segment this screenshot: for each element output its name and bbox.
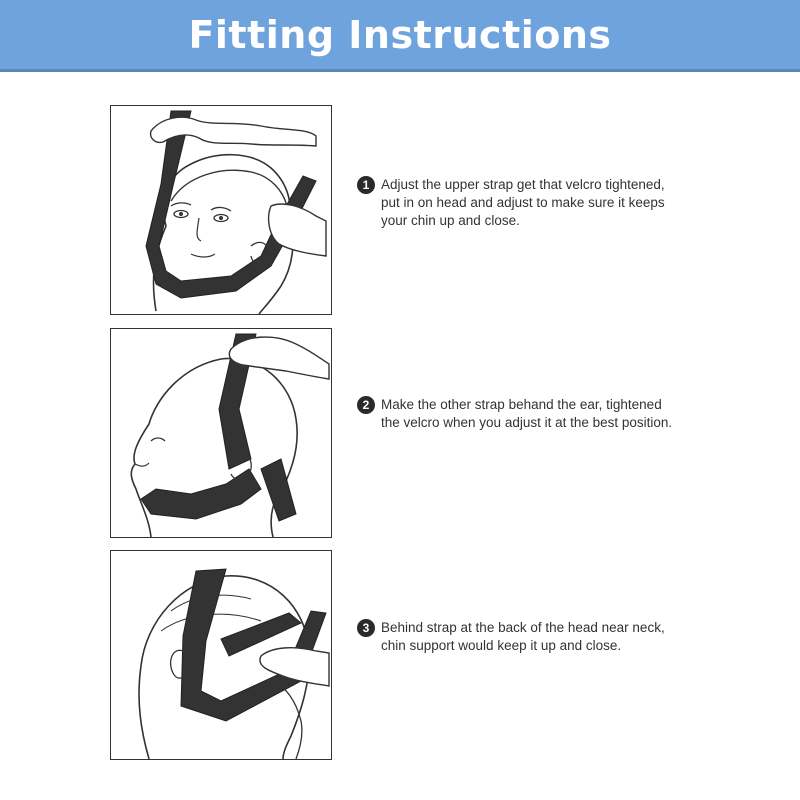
- step-2-number-badge: 2: [357, 396, 375, 414]
- step-1-description: [381, 176, 737, 230]
- step-3-description: [381, 619, 737, 655]
- step-1-number-badge: 1: [357, 176, 375, 194]
- side-profile-chin-strap-illustration: [111, 329, 331, 537]
- step-1-line-2: put in on head and adjust to make sure it keeps: [381, 195, 665, 210]
- step-3-number-badge: 3: [357, 619, 375, 637]
- step-2-line-2: the velcro when you adjust it at the best position.: [381, 415, 673, 430]
- step-1-illustration: [110, 105, 332, 315]
- step-2-description: [381, 396, 737, 432]
- step-2-line-1: Make the other strap behand the ear, tightened: [381, 397, 662, 412]
- step-3-line-2: chin support would keep it up and close.: [381, 638, 622, 653]
- step-3-line-1: Behind strap at the back of the head near neck,: [381, 620, 665, 635]
- step-3-instruction: [357, 619, 737, 655]
- page-title: Fitting Instructions: [188, 12, 612, 57]
- header-banner: [0, 0, 800, 72]
- step-3-illustration: [110, 550, 332, 760]
- front-face-chin-strap-illustration: [111, 106, 331, 314]
- step-2-instruction: [357, 396, 737, 432]
- step-1-line-1: Adjust the upper strap get that velcro tightened,: [381, 177, 665, 192]
- step-1-line-3: your chin up and close.: [381, 213, 520, 228]
- step-2-illustration: [110, 328, 332, 538]
- rear-view-chin-strap-illustration: [111, 551, 331, 759]
- step-1-instruction: [357, 176, 737, 230]
